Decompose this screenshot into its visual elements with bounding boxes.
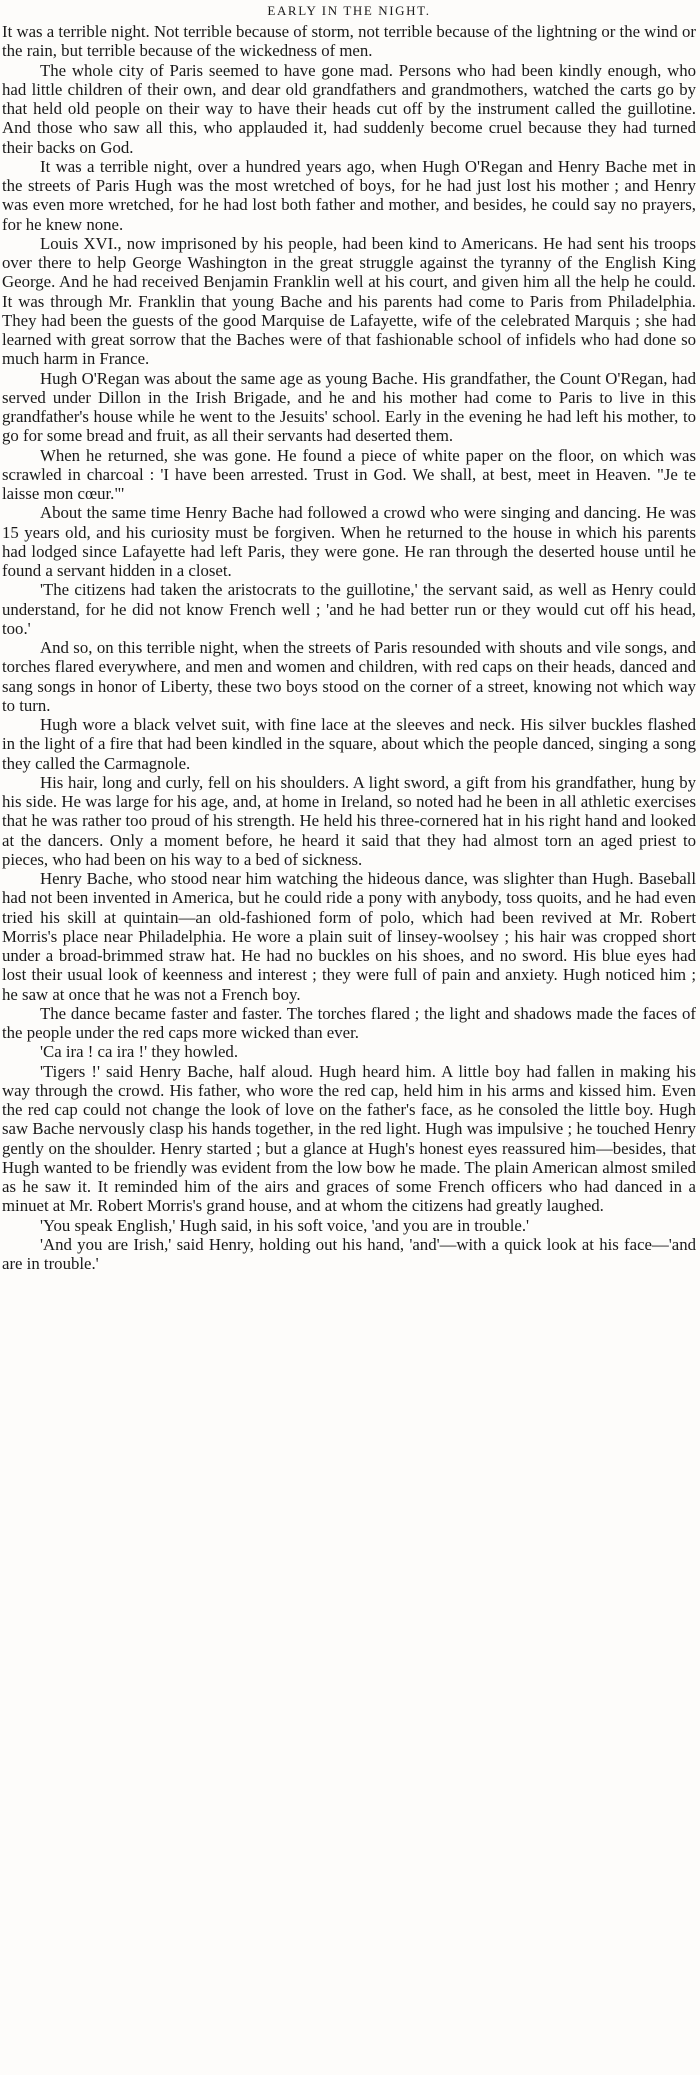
article-paragraph: Henry Bache, who stood near him watching the hideous dance, was slighter than Hugh. Baseball had not been invented in America, but he could ride a pony with anybody, toss quoits, and he had even tried his skill at quintain—an old-fashioned form of polo, which had been revived at Mr. Robert Morris's place near Philadelphia. He wore a plain suit of linsey-woolsey ; his hair was cropped short under a broad-brimmed straw hat. He had no buckles on his shoes, and no sword. His blue eyes had lost their usual look of keenness and interest ; they were full of pain and anxiety. Hugh noticed him ; he saw at once that he was not a French boy. xyxy=(2,869,696,1004)
article-paragraph: And so, on this terrible night, when the streets of Paris resounded with shouts and vile songs, and torches flared everywhere, and men and women and children, with red caps on their heads, danced and sang songs in honor of Liberty, these two boys stood on the corner of a street, knowing not which way to turn. xyxy=(2,638,696,715)
article-paragraph: 'The citizens had taken the aristocrats to the guillotine,' the servant said, as well as Henry could understand, for he did not know French well ; 'and he had better run or they would cut off his head, too.' xyxy=(2,580,696,638)
article-paragraph: 'And you are Irish,' said Henry, holding out his hand, 'and'—with a quick look at his face—'and are in trouble.' xyxy=(2,1234,696,1273)
article-paragraph: It was a terrible night, over a hundred years ago, when Hugh O'Regan and Henry Bache met in the streets of Paris Hugh was the most wretched of boys, for he had just lost his mother ; and Henry was even more wretched, for he had lost both father and mother, and besides, he could say no prayers, for he knew none. xyxy=(2,156,696,234)
article-paragraph: Hugh O'Regan was about the same age as young Bache. His grandfather, the Count O'Regan, had served under Dillon in the Irish Brigade, and he and his mother had come to Paris to live in this grandfather's house while he went to the Jesuits' school. Early in the evening he had left his mother, to go for some bread and fruit, as all their servants had deserted them. xyxy=(2,368,696,446)
article-paragraph: When he returned, she was gone. He found a piece of white paper on the floor, on which was scrawled in charcoal : 'I have been arrested. Trust in God. We shall, at best, meet in Heaven. "Je te laisse mon cœur."' xyxy=(2,445,696,503)
article-heading: EARLY IN THE NIGHT. xyxy=(267,3,431,18)
article-paragraph: The whole city of Paris seemed to have gone mad. Persons who had been kindly enough, who had little children of their own, and dear old grandfathers and grandmothers, watched the carts go by that held old people on their way to have their heads cut off by the instrument called the guillotine. And those who saw all this, who applauded it, had suddenly become cruel because they had turned their backs on God. xyxy=(2,60,696,157)
article-paragraph: Hugh wore a black velvet suit, with fine lace at the sleeves and neck. His silver buckles flashed in the light of a fire that had been kindled in the square, about which the people danced, singing a song they called the Carmagnole. xyxy=(2,715,696,773)
article-paragraph: His hair, long and curly, fell on his shoulders. A light sword, a gift from his grandfather, hung by his side. He was large for his age, and, at home in Ireland, so noted had he been in all athletic exercises that he was rather too proud of his strength. He held his three-cornered hat in his right hand and looked at the dancers. Only a moment before, he heard it said that they had almost torn an aged priest to pieces, who had been on his way to a bed of sickness. xyxy=(2,772,696,869)
article-paragraph: Louis XVI., now imprisoned by his people, had been kind to Americans. He had sent his troops over there to help George Washington in the great struggle against the tyranny of the English King George. And he had received Benjamin Franklin well at his court, and given him all the help he could. It was through Mr. Franklin that young Bache and his parents had come to Paris from Philadelphia. They had been the guests of the good Marquise de Lafayette, wife of the celebrated Marquis ; she had learned with great sorrow that the Baches were of that fashionable school of infidels who had done so much harm in France. xyxy=(2,233,696,369)
article-paragraph: About the same time Henry Bache had followed a crowd who were singing and dancing. He was 15 years old, and his curiosity must be forgiven. When he returned to the house in which his parents had lodged since Lafayette had left Paris, they were gone. He ran through the deserted house until he found a servant hidden in a closet. xyxy=(2,503,696,580)
article-paragraph: It was a terrible night. Not terrible because of storm, not terrible because of the lightning or the wind or the rain, but terrible because of the wickedness of men. xyxy=(2,22,696,61)
article-paragraph: The dance became faster and faster. The torches flared ; the light and shadows made the faces of the people under the red caps more wicked than ever. xyxy=(2,1003,696,1042)
article-paragraph: 'Ca ira ! ca ira !' they howled. xyxy=(40,1042,239,1062)
article-paragraph: 'Tigers !' said Henry Bache, half aloud. Hugh heard him. A little boy had fallen in making his way through the crowd. His father, who wore the red cap, held him in his arms and kissed him. Even the red cap could not change the look of love on the father's face, as he consoled the little boy. Hugh saw Bache nervously clasp his hands together, in the red light. Hugh was impulsive ; he touched Henry gently on the shoulder. Henry started ; but a glance at Hugh's honest eyes reassured him—besides, that Hugh wanted to be friendly was evident from the low bow he made. The plain American almost smiled as he saw it. It reminded him of the airs and graces of some French officers who had danced in a minuet at Mr. Robert Morris's grand house, and at whom the citizens had greatly laughed. xyxy=(2,1061,696,1216)
article-body xyxy=(2,22,696,1273)
article-paragraph: 'You speak English,' Hugh said, in his soft voice, 'and you are in trouble.' xyxy=(40,1215,530,1235)
